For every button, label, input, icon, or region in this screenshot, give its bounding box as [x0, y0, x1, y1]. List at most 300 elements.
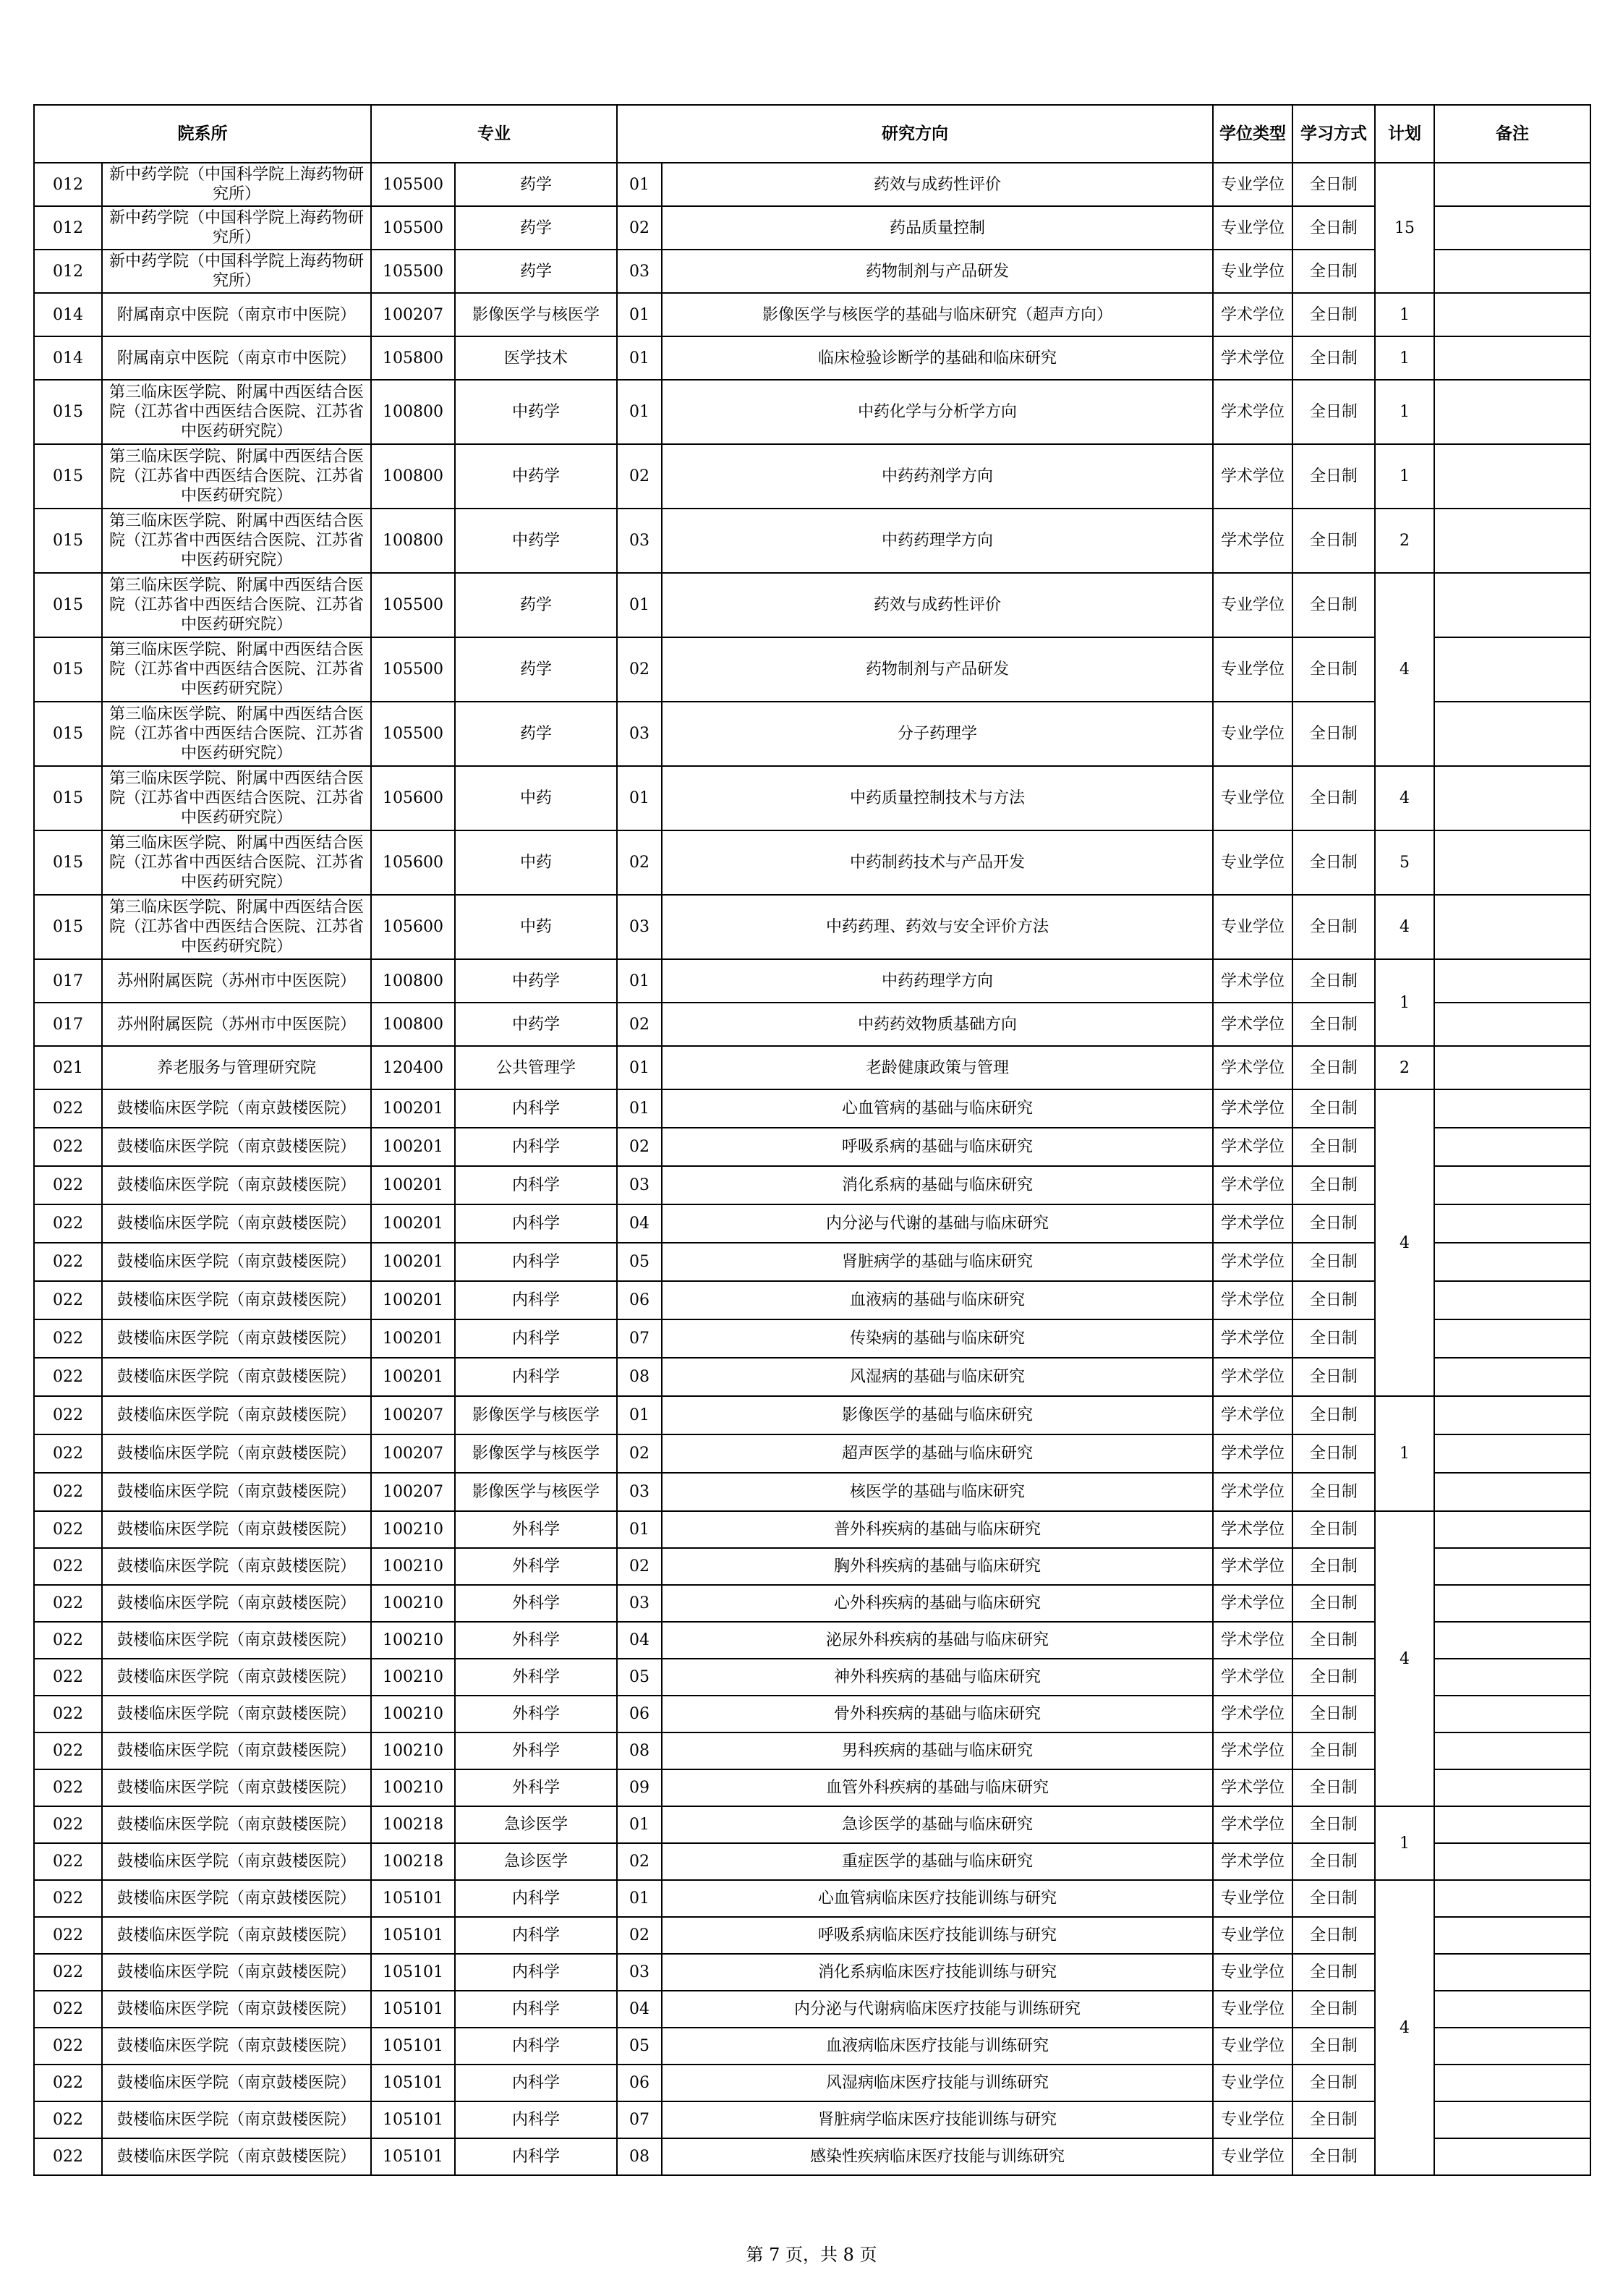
- degree-type: 学术学位: [1213, 1806, 1292, 1843]
- direction-name: 影像医学与核医学的基础与临床研究（超声方向）: [662, 293, 1213, 336]
- direction-code: 01: [617, 336, 662, 380]
- remark-cell: [1434, 250, 1590, 293]
- dept-code: 022: [34, 1473, 102, 1511]
- major-name: 内科学: [455, 2065, 617, 2101]
- major-name: 药学: [455, 206, 617, 250]
- degree-type: 专业学位: [1213, 2028, 1292, 2065]
- dept-code: 015: [34, 573, 102, 637]
- direction-code: 01: [617, 1396, 662, 1434]
- direction-code: 02: [617, 1548, 662, 1585]
- study-mode: 全日制: [1292, 1659, 1375, 1696]
- direction-code: 02: [617, 206, 662, 250]
- study-mode: 全日制: [1292, 1243, 1375, 1281]
- table-body: [34, 163, 1590, 2175]
- plan-count: 4: [1375, 573, 1434, 766]
- major-name: 内科学: [455, 1243, 617, 1281]
- direction-code: 03: [617, 1166, 662, 1204]
- major-code: 100800: [371, 1003, 455, 1046]
- study-mode: 全日制: [1292, 1358, 1375, 1396]
- table-row: [34, 1732, 1590, 1769]
- dept-code: 022: [34, 1204, 102, 1243]
- dept-code: 022: [34, 1511, 102, 1548]
- remark-cell: [1434, 1358, 1590, 1396]
- degree-type: 学术学位: [1213, 380, 1292, 444]
- degree-type: 学术学位: [1213, 1511, 1292, 1548]
- remark-cell: [1434, 1954, 1590, 1991]
- table-row: [34, 1166, 1590, 1204]
- table-row: [34, 1954, 1590, 1991]
- study-mode: 全日制: [1292, 1954, 1375, 1991]
- header-mode: 学习方式: [1292, 105, 1375, 163]
- plan-count: 4: [1375, 1880, 1434, 2175]
- remark-cell: [1434, 163, 1590, 206]
- plan-count: 1: [1375, 1396, 1434, 1511]
- study-mode: 全日制: [1292, 2065, 1375, 2101]
- degree-type: 学术学位: [1213, 1243, 1292, 1281]
- major-code: 100800: [371, 444, 455, 509]
- dept-name: 苏州附属医院（苏州市中医医院）: [102, 1003, 371, 1046]
- direction-name: 药物制剂与产品研发: [662, 250, 1213, 293]
- dept-name: 鼓楼临床医学院（南京鼓楼医院）: [102, 2065, 371, 2101]
- direction-name: 中药药剂学方向: [662, 444, 1213, 509]
- major-name: 内科学: [455, 1166, 617, 1204]
- plan-count: 4: [1375, 1089, 1434, 1396]
- dept-name: 鼓楼临床医学院（南京鼓楼医院）: [102, 1204, 371, 1243]
- major-code: 100210: [371, 1585, 455, 1622]
- major-name: 外科学: [455, 1696, 617, 1732]
- remark-cell: [1434, 509, 1590, 573]
- dept-name: 新中药学院（中国科学院上海药物研究所）: [102, 250, 371, 293]
- dept-name: 第三临床医学院、附属中西医结合医院（江苏省中西医结合医院、江苏省中医药研究院）: [102, 895, 371, 959]
- major-code: 105101: [371, 1991, 455, 2028]
- degree-type: 学术学位: [1213, 293, 1292, 336]
- study-mode: 全日制: [1292, 1089, 1375, 1128]
- major-name: 公共管理学: [455, 1046, 617, 1089]
- table-row: [34, 293, 1590, 336]
- dept-code: 015: [34, 509, 102, 573]
- direction-name: 心外科疾病的基础与临床研究: [662, 1585, 1213, 1622]
- direction-code: 02: [617, 1434, 662, 1473]
- header-remark: 备注: [1434, 105, 1590, 163]
- direction-code: 04: [617, 1204, 662, 1243]
- table-row: [34, 1769, 1590, 1806]
- direction-code: 03: [617, 1585, 662, 1622]
- dept-name: 鼓楼临床医学院（南京鼓楼医院）: [102, 1843, 371, 1880]
- dept-code: 022: [34, 1769, 102, 1806]
- major-name: 外科学: [455, 1622, 617, 1659]
- table-row: [34, 1806, 1590, 1843]
- major-name: 急诊医学: [455, 1843, 617, 1880]
- direction-code: 07: [617, 1319, 662, 1358]
- degree-type: 学术学位: [1213, 1281, 1292, 1319]
- table-row: [34, 573, 1590, 637]
- dept-name: 鼓楼临床医学院（南京鼓楼医院）: [102, 1917, 371, 1954]
- plan-count: 5: [1375, 830, 1434, 895]
- direction-code: 02: [617, 637, 662, 702]
- remark-cell: [1434, 2065, 1590, 2101]
- dept-name: 鼓楼临床医学院（南京鼓楼医院）: [102, 2101, 371, 2138]
- direction-name: 药效与成药性评价: [662, 163, 1213, 206]
- dept-code: 022: [34, 1548, 102, 1585]
- major-code: 100800: [371, 509, 455, 573]
- remark-cell: [1434, 766, 1590, 830]
- degree-type: 专业学位: [1213, 2101, 1292, 2138]
- major-name: 中药学: [455, 380, 617, 444]
- table-row: [34, 2028, 1590, 2065]
- dept-name: 鼓楼临床医学院（南京鼓楼医院）: [102, 1732, 371, 1769]
- major-name: 外科学: [455, 1659, 617, 1696]
- dept-name: 鼓楼临床医学院（南京鼓楼医院）: [102, 1622, 371, 1659]
- study-mode: 全日制: [1292, 2138, 1375, 2175]
- major-name: 内科学: [455, 2028, 617, 2065]
- table-row: [34, 1991, 1590, 2028]
- dept-code: 014: [34, 293, 102, 336]
- dept-name: 附属南京中医院（南京市中医院）: [102, 293, 371, 336]
- plan-count: 4: [1375, 766, 1434, 830]
- degree-type: 学术学位: [1213, 1548, 1292, 1585]
- direction-code: 06: [617, 2065, 662, 2101]
- study-mode: 全日制: [1292, 573, 1375, 637]
- degree-type: 学术学位: [1213, 1659, 1292, 1696]
- direction-code: 08: [617, 1732, 662, 1769]
- degree-type: 专业学位: [1213, 2065, 1292, 2101]
- direction-name: 分子药理学: [662, 702, 1213, 766]
- major-name: 外科学: [455, 1548, 617, 1585]
- study-mode: 全日制: [1292, 1732, 1375, 1769]
- major-code: 120400: [371, 1046, 455, 1089]
- degree-type: 学术学位: [1213, 1089, 1292, 1128]
- major-name: 内科学: [455, 1991, 617, 2028]
- major-name: 中药学: [455, 444, 617, 509]
- major-code: 105500: [371, 573, 455, 637]
- study-mode: 全日制: [1292, 1473, 1375, 1511]
- degree-type: 专业学位: [1213, 1880, 1292, 1917]
- dept-name: 鼓楼临床医学院（南京鼓楼医院）: [102, 1511, 371, 1548]
- direction-name: 中药药效物质基础方向: [662, 1003, 1213, 1046]
- major-code: 105800: [371, 336, 455, 380]
- study-mode: 全日制: [1292, 1396, 1375, 1434]
- major-name: 外科学: [455, 1769, 617, 1806]
- direction-name: 中药制药技术与产品开发: [662, 830, 1213, 895]
- dept-name: 第三临床医学院、附属中西医结合医院（江苏省中西医结合医院、江苏省中医药研究院）: [102, 766, 371, 830]
- direction-name: 中药药理学方向: [662, 509, 1213, 573]
- major-name: 急诊医学: [455, 1806, 617, 1843]
- major-name: 药学: [455, 637, 617, 702]
- direction-name: 中药药理、药效与安全评价方法: [662, 895, 1213, 959]
- direction-code: 02: [617, 444, 662, 509]
- study-mode: 全日制: [1292, 1319, 1375, 1358]
- dept-code: 022: [34, 1089, 102, 1128]
- major-code: 100218: [371, 1843, 455, 1880]
- direction-name: 影像医学的基础与临床研究: [662, 1396, 1213, 1434]
- remark-cell: [1434, 573, 1590, 637]
- major-name: 影像医学与核医学: [455, 1434, 617, 1473]
- dept-code: 015: [34, 766, 102, 830]
- remark-cell: [1434, 1659, 1590, 1696]
- direction-code: 03: [617, 895, 662, 959]
- study-mode: 全日制: [1292, 895, 1375, 959]
- study-mode: 全日制: [1292, 293, 1375, 336]
- dept-name: 第三临床医学院、附属中西医结合医院（江苏省中西医结合医院、江苏省中医药研究院）: [102, 830, 371, 895]
- header-plan: 计划: [1375, 105, 1434, 163]
- dept-name: 第三临床医学院、附属中西医结合医院（江苏省中西医结合医院、江苏省中医药研究院）: [102, 380, 371, 444]
- dept-code: 022: [34, 1434, 102, 1473]
- dept-code: 022: [34, 1917, 102, 1954]
- direction-code: 01: [617, 1511, 662, 1548]
- major-code: 105500: [371, 163, 455, 206]
- dept-name: 鼓楼临床医学院（南京鼓楼医院）: [102, 1696, 371, 1732]
- remark-cell: [1434, 1396, 1590, 1434]
- degree-type: 学术学位: [1213, 1732, 1292, 1769]
- major-name: 内科学: [455, 1089, 617, 1128]
- major-name: 中药: [455, 830, 617, 895]
- direction-code: 08: [617, 1358, 662, 1396]
- table-row: [34, 2138, 1590, 2175]
- direction-code: 04: [617, 1991, 662, 2028]
- remark-cell: [1434, 1622, 1590, 1659]
- table-row: [34, 766, 1590, 830]
- table-row: [34, 1880, 1590, 1917]
- major-code: 105101: [371, 2028, 455, 2065]
- direction-name: 血液病的基础与临床研究: [662, 1281, 1213, 1319]
- plan-count: 4: [1375, 1511, 1434, 1806]
- dept-code: 022: [34, 1843, 102, 1880]
- degree-type: 专业学位: [1213, 1954, 1292, 1991]
- major-name: 中药: [455, 895, 617, 959]
- dept-code: 022: [34, 1243, 102, 1281]
- remark-cell: [1434, 1204, 1590, 1243]
- direction-name: 急诊医学的基础与临床研究: [662, 1806, 1213, 1843]
- direction-code: 05: [617, 2028, 662, 2065]
- header-dept: 院系所: [34, 105, 371, 163]
- table-row: [34, 959, 1590, 1003]
- table-row: [34, 895, 1590, 959]
- table-row: [34, 1622, 1590, 1659]
- major-name: 内科学: [455, 1204, 617, 1243]
- direction-code: 03: [617, 1473, 662, 1511]
- remark-cell: [1434, 293, 1590, 336]
- header-degree: 学位类型: [1213, 105, 1292, 163]
- major-name: 外科学: [455, 1585, 617, 1622]
- dept-code: 014: [34, 336, 102, 380]
- dept-name: 鼓楼临床医学院（南京鼓楼医院）: [102, 2028, 371, 2065]
- table-row: [34, 1548, 1590, 1585]
- study-mode: 全日制: [1292, 336, 1375, 380]
- dept-name: 鼓楼临床医学院（南京鼓楼医院）: [102, 1166, 371, 1204]
- major-code: 100201: [371, 1319, 455, 1358]
- major-name: 内科学: [455, 1281, 617, 1319]
- dept-name: 第三临床医学院、附属中西医结合医院（江苏省中西医结合医院、江苏省中医药研究院）: [102, 509, 371, 573]
- major-code: 100207: [371, 1396, 455, 1434]
- dept-name: 第三临床医学院、附属中西医结合医院（江苏省中西医结合医院、江苏省中医药研究院）: [102, 573, 371, 637]
- direction-name: 消化系病临床医疗技能训练与研究: [662, 1954, 1213, 1991]
- study-mode: 全日制: [1292, 1991, 1375, 2028]
- major-code: 100210: [371, 1548, 455, 1585]
- table-row: [34, 1396, 1590, 1434]
- plan-count: 2: [1375, 509, 1434, 573]
- remark-cell: [1434, 1166, 1590, 1204]
- table-row: [34, 250, 1590, 293]
- dept-code: 017: [34, 959, 102, 1003]
- remark-cell: [1434, 2028, 1590, 2065]
- direction-name: 肾脏病学的基础与临床研究: [662, 1243, 1213, 1281]
- major-name: 内科学: [455, 2138, 617, 2175]
- dept-code: 021: [34, 1046, 102, 1089]
- study-mode: 全日制: [1292, 1585, 1375, 1622]
- major-name: 内科学: [455, 1917, 617, 1954]
- study-mode: 全日制: [1292, 1166, 1375, 1204]
- major-code: 100201: [371, 1358, 455, 1396]
- header-major: 专业: [371, 105, 617, 163]
- direction-name: 核医学的基础与临床研究: [662, 1473, 1213, 1511]
- table-row: [34, 1917, 1590, 1954]
- dept-code: 022: [34, 1991, 102, 2028]
- degree-type: 学术学位: [1213, 1204, 1292, 1243]
- dept-name: 附属南京中医院（南京市中医院）: [102, 336, 371, 380]
- major-name: 外科学: [455, 1511, 617, 1548]
- table-row: [34, 1003, 1590, 1046]
- remark-cell: [1434, 2138, 1590, 2175]
- study-mode: 全日制: [1292, 1548, 1375, 1585]
- major-code: 100207: [371, 293, 455, 336]
- study-mode: 全日制: [1292, 1843, 1375, 1880]
- study-mode: 全日制: [1292, 206, 1375, 250]
- table-row: [34, 1659, 1590, 1696]
- major-name: 影像医学与核医学: [455, 1473, 617, 1511]
- degree-type: 学术学位: [1213, 1696, 1292, 1732]
- dept-code: 022: [34, 1622, 102, 1659]
- major-name: 内科学: [455, 1128, 617, 1166]
- remark-cell: [1434, 2101, 1590, 2138]
- direction-name: 消化系病的基础与临床研究: [662, 1166, 1213, 1204]
- study-mode: 全日制: [1292, 1696, 1375, 1732]
- major-code: 105500: [371, 206, 455, 250]
- major-code: 100201: [371, 1281, 455, 1319]
- table-row: [34, 380, 1590, 444]
- remark-cell: [1434, 1732, 1590, 1769]
- study-mode: 全日制: [1292, 637, 1375, 702]
- degree-type: 专业学位: [1213, 830, 1292, 895]
- dept-name: 鼓楼临床医学院（南京鼓楼医院）: [102, 1659, 371, 1696]
- degree-type: 学术学位: [1213, 959, 1292, 1003]
- major-name: 中药学: [455, 509, 617, 573]
- major-name: 中药学: [455, 1003, 617, 1046]
- major-name: 中药: [455, 766, 617, 830]
- plan-count: 15: [1375, 163, 1434, 293]
- remark-cell: [1434, 1917, 1590, 1954]
- major-name: 药学: [455, 702, 617, 766]
- study-mode: 全日制: [1292, 1281, 1375, 1319]
- direction-code: 03: [617, 702, 662, 766]
- dept-code: 022: [34, 2101, 102, 2138]
- plan-count: 1: [1375, 959, 1434, 1046]
- study-mode: 全日制: [1292, 1880, 1375, 1917]
- dept-name: 鼓楼临床医学院（南京鼓楼医院）: [102, 1585, 371, 1622]
- major-name: 药学: [455, 163, 617, 206]
- direction-code: 06: [617, 1696, 662, 1732]
- major-code: 100218: [371, 1806, 455, 1843]
- direction-name: 内分泌与代谢的基础与临床研究: [662, 1204, 1213, 1243]
- remark-cell: [1434, 1089, 1590, 1128]
- dept-code: 015: [34, 637, 102, 702]
- table-row: [34, 830, 1590, 895]
- major-code: 105500: [371, 702, 455, 766]
- direction-code: 04: [617, 1622, 662, 1659]
- major-name: 影像医学与核医学: [455, 293, 617, 336]
- direction-name: 中药质量控制技术与方法: [662, 766, 1213, 830]
- major-code: 100210: [371, 1622, 455, 1659]
- direction-name: 神外科疾病的基础与临床研究: [662, 1659, 1213, 1696]
- remark-cell: [1434, 336, 1590, 380]
- direction-name: 男科疾病的基础与临床研究: [662, 1732, 1213, 1769]
- major-name: 影像医学与核医学: [455, 1396, 617, 1434]
- study-mode: 全日制: [1292, 2101, 1375, 2138]
- plan-count: 1: [1375, 444, 1434, 509]
- major-code: 105600: [371, 895, 455, 959]
- table-row: [34, 509, 1590, 573]
- dept-name: 鼓楼临床医学院（南京鼓楼医院）: [102, 2138, 371, 2175]
- degree-type: 学术学位: [1213, 336, 1292, 380]
- direction-name: 药效与成药性评价: [662, 573, 1213, 637]
- direction-name: 药物制剂与产品研发: [662, 637, 1213, 702]
- study-mode: 全日制: [1292, 380, 1375, 444]
- dept-name: 鼓楼临床医学院（南京鼓楼医院）: [102, 1434, 371, 1473]
- table-row: [34, 1358, 1590, 1396]
- remark-cell: [1434, 1843, 1590, 1880]
- degree-type: 学术学位: [1213, 1003, 1292, 1046]
- study-mode: 全日制: [1292, 1128, 1375, 1166]
- direction-code: 02: [617, 1128, 662, 1166]
- direction-code: 09: [617, 1769, 662, 1806]
- major-code: 105101: [371, 1917, 455, 1954]
- dept-name: 新中药学院（中国科学院上海药物研究所）: [102, 163, 371, 206]
- major-code: 105101: [371, 2065, 455, 2101]
- direction-code: 03: [617, 1954, 662, 1991]
- direction-code: 01: [617, 766, 662, 830]
- table-row: [34, 1511, 1590, 1548]
- remark-cell: [1434, 1585, 1590, 1622]
- dept-name: 第三临床医学院、附属中西医结合医院（江苏省中西医结合医院、江苏省中医药研究院）: [102, 702, 371, 766]
- dept-code: 022: [34, 1585, 102, 1622]
- direction-code: 01: [617, 163, 662, 206]
- table-row: [34, 1089, 1590, 1128]
- degree-type: 专业学位: [1213, 573, 1292, 637]
- header-direction: 研究方向: [617, 105, 1213, 163]
- degree-type: 学术学位: [1213, 1128, 1292, 1166]
- table-row: [34, 1473, 1590, 1511]
- table-row: [34, 637, 1590, 702]
- study-mode: 全日制: [1292, 1917, 1375, 1954]
- major-code: 105500: [371, 637, 455, 702]
- remark-cell: [1434, 1434, 1590, 1473]
- direction-name: 骨外科疾病的基础与临床研究: [662, 1696, 1213, 1732]
- major-code: 105101: [371, 1954, 455, 1991]
- study-mode: 全日制: [1292, 1046, 1375, 1089]
- dept-name: 鼓楼临床医学院（南京鼓楼医院）: [102, 1954, 371, 1991]
- direction-code: 05: [617, 1243, 662, 1281]
- plan-count: 1: [1375, 380, 1434, 444]
- degree-type: 学术学位: [1213, 1622, 1292, 1659]
- page-footer: 第 7 页，共 8 页: [746, 2245, 877, 2265]
- study-mode: 全日制: [1292, 1622, 1375, 1659]
- major-code: 100800: [371, 380, 455, 444]
- major-name: 药学: [455, 250, 617, 293]
- table-row: [34, 1585, 1590, 1622]
- degree-type: 学术学位: [1213, 1358, 1292, 1396]
- direction-code: 01: [617, 293, 662, 336]
- study-mode: 全日制: [1292, 1511, 1375, 1548]
- dept-code: 012: [34, 250, 102, 293]
